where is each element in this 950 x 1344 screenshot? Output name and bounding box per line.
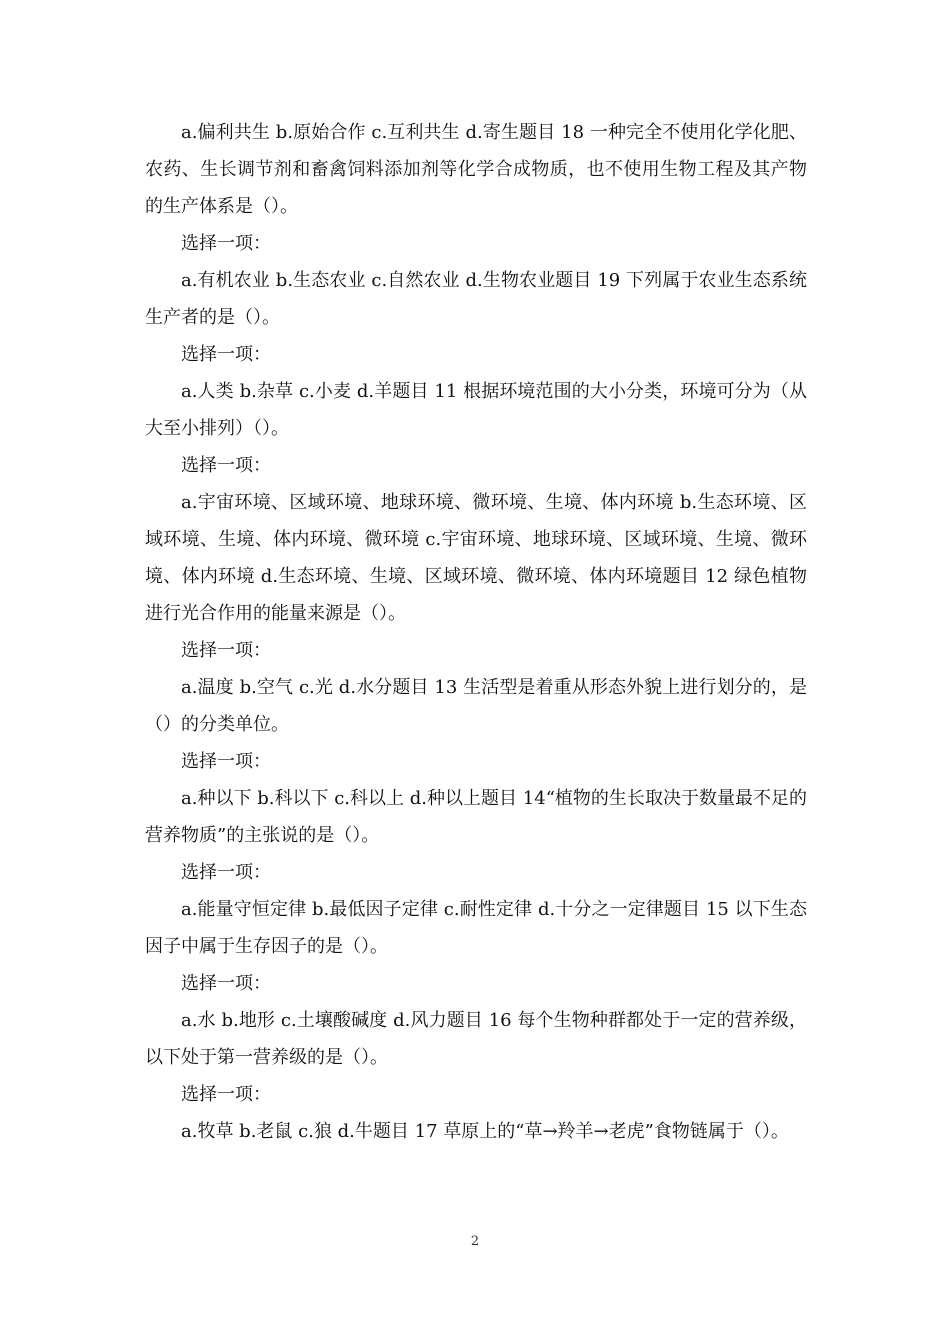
paragraph-q14-options-and-q15-stem: a.能量守恒定律 b.最低因子定律 c.耐性定律 d.十分之一定律题目 15 以下生态因子中属于生存因子的是（）。 xyxy=(145,899,807,957)
page-body xyxy=(145,114,807,1150)
paragraph-q15-options-and-q16-stem: a.水 b.地形 c.土壤酸碱度 d.风力题目 16 每个生物种群都处于一定的营养级，以下处于第一营养级的是（）。 xyxy=(145,1010,807,1068)
paragraph-q13-options-and-q14-stem: a.种以下 b.科以下 c.科以上 d.种以上题目 14“植物的生长取决于数量最不足的营养物质”的主张说的是（）。 xyxy=(145,788,807,846)
paragraph-q19-options-and-next-stem: a.有机农业 b.生态农业 c.自然农业 d.生物农业题目 19 下列属于农业生态系统生产者的是（）。 xyxy=(145,270,807,328)
paragraph-q11-options-and-q12-stem: a.宇宙环境、区域环境、地球环境、微环境、生境、体内环境 b.生态环境、区域环境、生境、体内环境、微环境 c.宇宙环境、地球环境、区域环境、生境、微环境、体内环境 d.生态环境、生境、区域环境、微环境、体内环境题目 12 绿色植物进行光合作用的能量来源是（）。 xyxy=(145,492,807,624)
paragraph-q18-options-and-q19-stem: a.偏利共生 b.原始合作 c.互利共生 d.寄生题目 18 一种完全不使用化学化肥、农药、生长调节剂和畜禽饲料添加剂等化学合成物质，也不使用生物工程及其产物的生产体系是（）。 xyxy=(145,122,807,217)
paragraph-choose-one: 选择一项： xyxy=(181,455,271,476)
paragraph-choose-one: 选择一项： xyxy=(181,344,271,365)
paragraph-choose-one: 选择一项： xyxy=(181,751,271,772)
paragraph-q16-options-and-q17-stem: a.牧草 b.老鼠 c.狼 d.牛题目 17 草原上的“草→羚羊→老虎”食物链属于（）。 xyxy=(181,1121,789,1142)
paragraph-q12-options-and-q13-stem: a.温度 b.空气 c.光 d.水分题目 13 生活型是着重从形态外貌上进行划分的，是（）的分类单位。 xyxy=(145,677,807,735)
paragraph-choose-one: 选择一项： xyxy=(181,1084,271,1105)
paragraph-choose-one: 选择一项： xyxy=(181,973,271,994)
page-number: 2 xyxy=(470,1234,480,1249)
paragraph-choose-one: 选择一项： xyxy=(181,233,271,254)
paragraph-options-and-q11-stem: a.人类 b.杂草 c.小麦 d.羊题目 11 根据环境范围的大小分类，环境可分为（从大至小排列）（）。 xyxy=(145,381,807,439)
paragraph-choose-one: 选择一项： xyxy=(181,640,271,661)
paragraph-choose-one: 选择一项： xyxy=(181,862,271,883)
